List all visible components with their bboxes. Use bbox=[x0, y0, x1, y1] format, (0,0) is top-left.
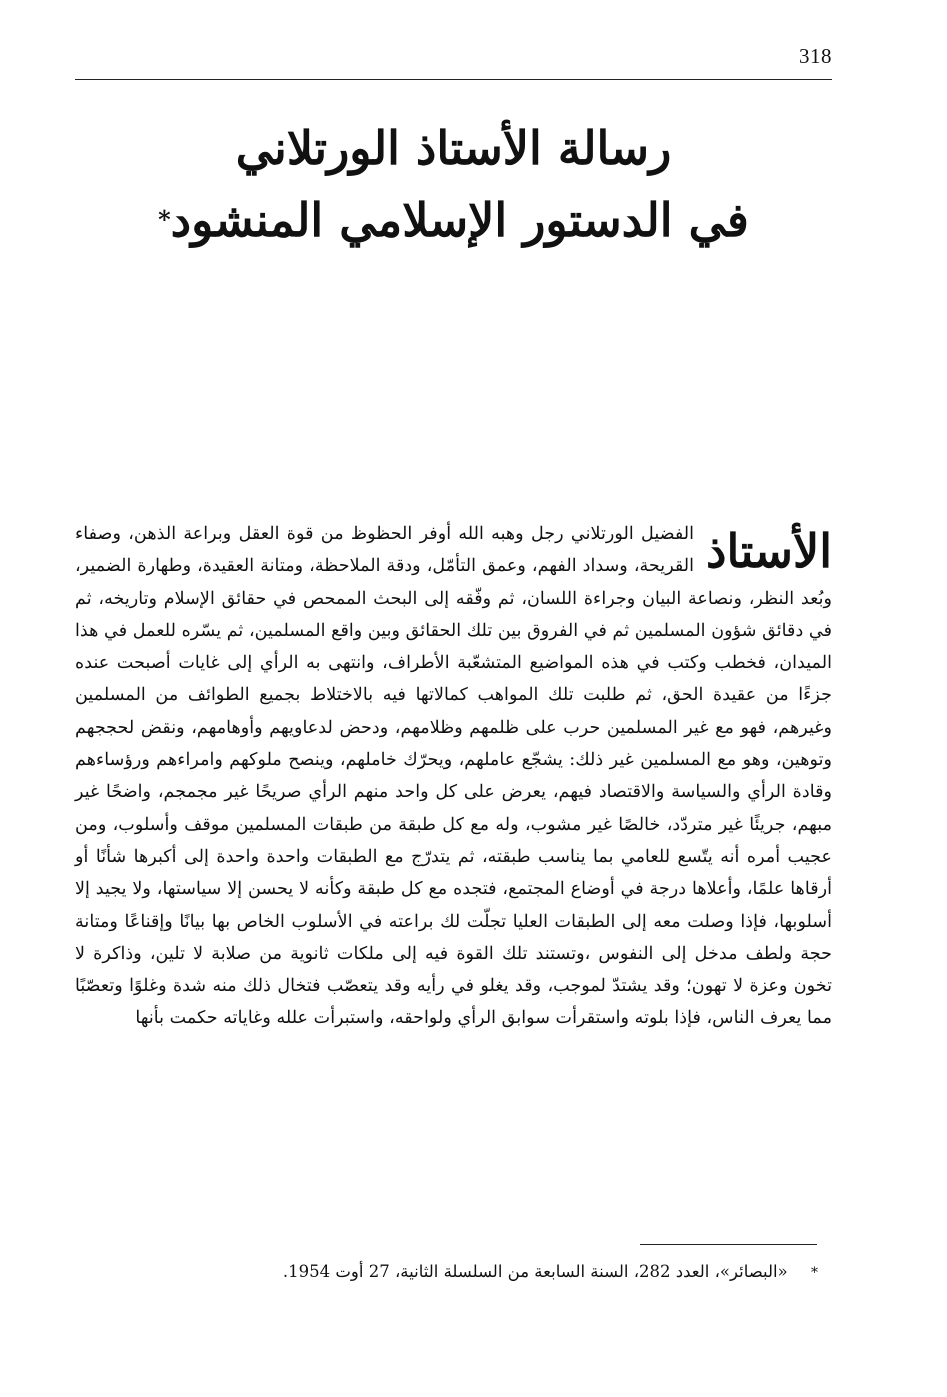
footnote bbox=[75, 1259, 818, 1286]
lead-word: الأستاذ bbox=[706, 524, 832, 578]
body-paragraph bbox=[75, 518, 832, 1035]
title-line-2 bbox=[75, 184, 832, 256]
paragraph-text: الفضيل الورتلاني رجل وهبه الله أوفر الحظوظ من قوة العقل وبراعة الذهن، وصفاء القريحة، وسداد الفهم، وعمق التأمّل، ودقة الملاحظة، ومتانة العقيدة، وطهارة الضمير، وبُعد النظر، ونصاعة البيان وجراءة اللسان، ثم وفّقه إلى البحث الممحص في حقائق الإسلام وتاريخه، ثم في دقائق شؤون المسلمين ثم في الفروق بين تلك الحقائق وبين واقع المسلمين، ثم يسّره للعمل في هذا الميدان، فخطب وكتب في هذه المواضيع المتشعّبة الأطراف، وانتهى به الرأي إلى غايات أصبحت عنده جزءًا من عقيدة الحق، ثم طلبت تلك المواهب كمالاتها فيه بالاختلاط بجميع الطوائف من المسلمين وغيرهم، فهو مع غير المسلمين حرب على ظلمهم وظلامهم، ودحض لدعاويهم وأوهامهم، ونقض لحججهم وتوهين، وهو مع المسلمين غير ذلك: يشجّع عاملهم، ويحرّك خاملهم، وينصح ملوكهم وامراءهم ورؤساءهم وقادة الرأي والسياسة والاقتصاد فيهم، يعرض على كل واحد منهم الرأي صريحًا غير مجمجم، واضحًا غير مبهم، جريئًا غير متردّد، خالصًا غير مشوب، وله مع كل طبقة من طبقات المسلمين موقف وأسلوب، ومن عجيب أمره أنه يتّسع للعامي بما يناسب طبقته، ثم يتدرّج مع الطبقات واحدة واحدة إلى أكبرها شأنًا أو أرقاها علمًا، وأعلاها درجة في أوضاع المجتمع، فتجده مع كل طبقة وكأنه لا يحسن إلا سياستها، ولا يجيد إلا أسلوبها، فإذا وصلت معه إلى الطبقات العليا تجلّت لك براعته في الأسلوب الخاص بها بيانًا وإقناعًا ومتانة حجة ولطف مدخل إلى النفوس ،وتستند تلك القوة فيه إلى ملكات ثانوية من صلابة لا تلين، وذاكرة لا تخون وعزة لا تهون؛ وقد يشتدّ لموجب، وقد يغلو في رأيه وقد يتعصّب فتخال ذلك منه شدة وغلوًا وتعصّبًا مما يعرف الناس، فإذا بلوته واستقرأت سوابق الرأي ولواحقه، واستبرأت علله وغاياته حكمت بأنها bbox=[75, 524, 832, 1029]
article-title bbox=[75, 112, 832, 256]
footnote-rule bbox=[640, 1244, 817, 1245]
footnote-text: «البصائر»، العدد 282، السنة السابعة من السلسلة الثانية، 27 أوت 1954. bbox=[282, 1262, 788, 1281]
title-line-1: رسالة الأستاذ الورتلاني bbox=[235, 121, 672, 175]
header-rule bbox=[75, 79, 832, 80]
title-footnote-mark: * bbox=[158, 205, 171, 234]
page-number: 318 bbox=[799, 44, 832, 68]
title-line-2-text: في الدستور الإسلامي المنشود bbox=[170, 193, 749, 247]
footnote-mark: * bbox=[811, 1265, 818, 1281]
